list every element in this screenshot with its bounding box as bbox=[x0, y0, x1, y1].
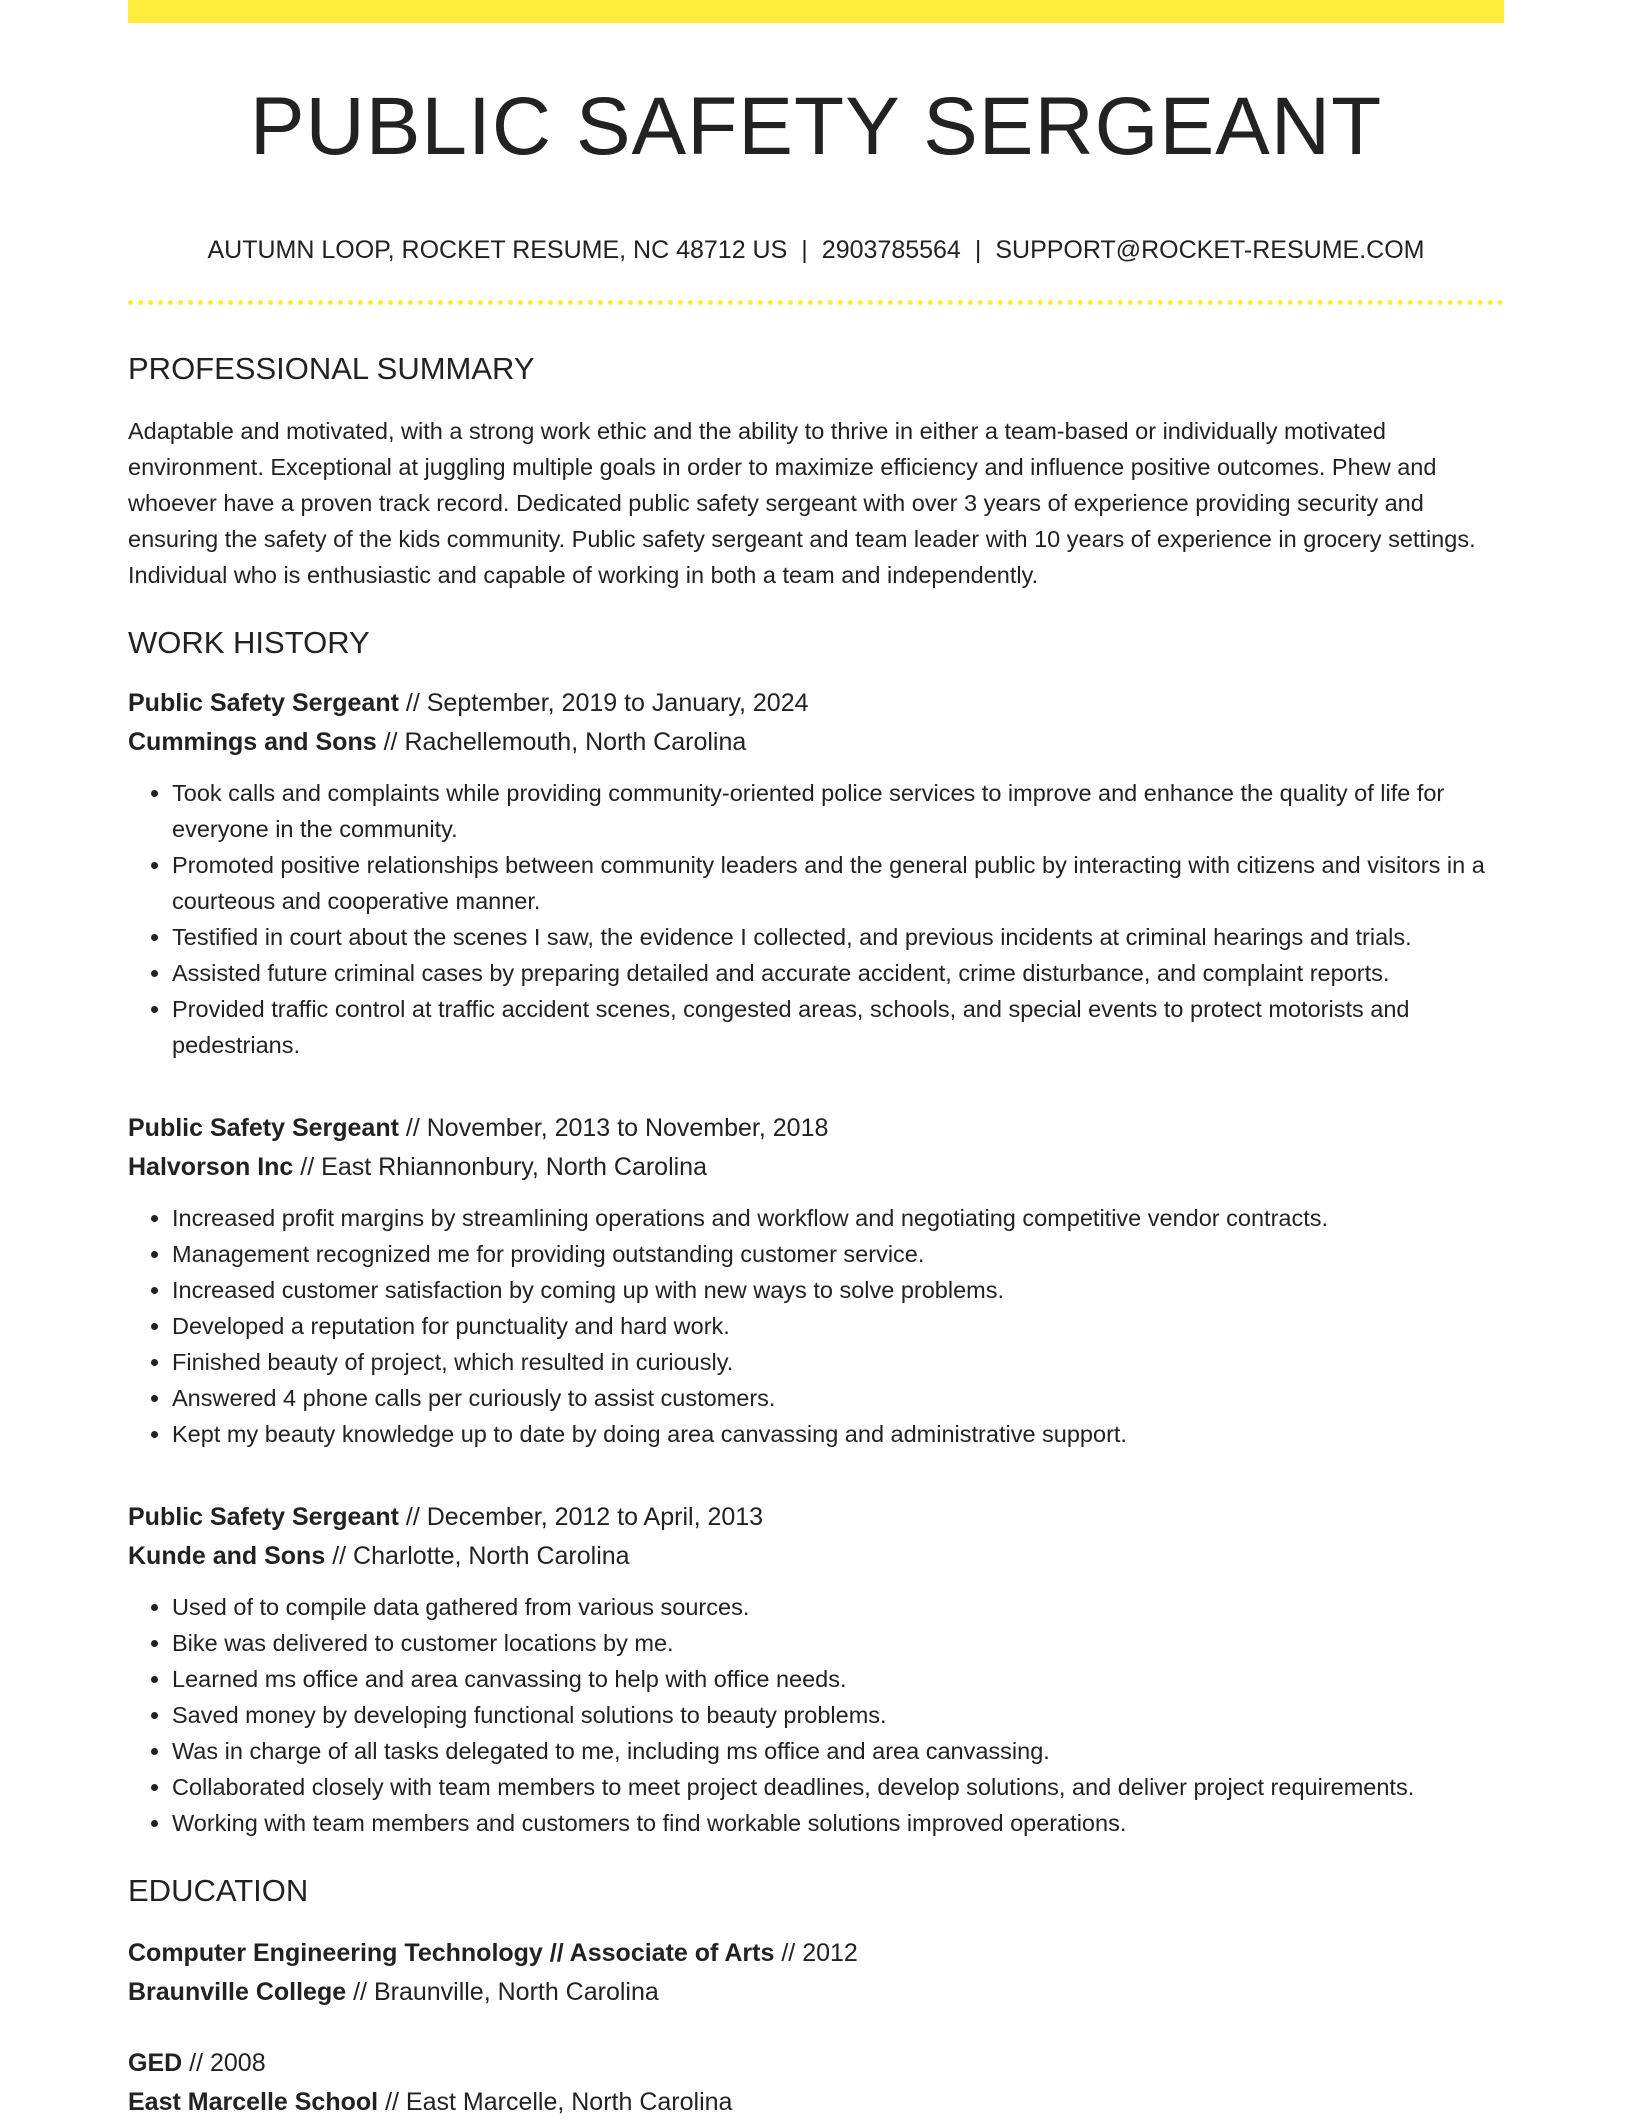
work-history-heading: WORK HISTORY bbox=[128, 625, 370, 660]
contact-line bbox=[128, 238, 1504, 263]
education-school-line bbox=[128, 1973, 1504, 2012]
year-separator: // bbox=[781, 1939, 796, 1967]
location-separator: // bbox=[332, 1542, 347, 1570]
job-bullet: • Provided traffic control at traffic accident scenes, congested areas, schools, and special events to protect motorists and pedestrians. bbox=[172, 991, 1504, 1063]
job-company: Cummings and Sons bbox=[128, 728, 377, 756]
education-degree: GED bbox=[128, 2049, 183, 2077]
job-bullet: • Learned ms office and area canvassing to help with office needs. bbox=[172, 1661, 1504, 1697]
education-entry bbox=[128, 2044, 1504, 2122]
job-entry bbox=[128, 1109, 1504, 1452]
job-dates: November, 2013 to November, 2018 bbox=[426, 1114, 829, 1142]
education-entry bbox=[128, 1934, 1504, 2012]
job-title-line bbox=[128, 1498, 1504, 1537]
job-dates: December, 2012 to April, 2013 bbox=[426, 1503, 764, 1531]
job-bullet: • Testified in court about the scenes I saw, the evidence I collected, and previous incidents at criminal hearings and trials. bbox=[172, 919, 1504, 955]
education-degree: Computer Engineering Technology // Associate of Arts bbox=[128, 1939, 775, 1967]
job-bullet: • Assisted future criminal cases by preparing detailed and accurate accident, crime disturbance, and complaint reports. bbox=[172, 955, 1504, 991]
location-separator: // bbox=[300, 1153, 315, 1181]
job-location: Rachellemouth, North Carolina bbox=[404, 728, 747, 756]
education-location: East Marcelle, North Carolina bbox=[405, 2088, 733, 2116]
location-separator: // bbox=[383, 728, 398, 756]
job-bullet: • Bike was delivered to customer locations by me. bbox=[172, 1625, 1504, 1661]
education-year: 2008 bbox=[210, 2049, 266, 2077]
dotted-divider bbox=[128, 300, 1504, 305]
job-location: Charlotte, North Carolina bbox=[353, 1542, 630, 1570]
contact-separator: | bbox=[974, 236, 982, 264]
job-bullets bbox=[128, 1589, 1504, 1841]
education-list bbox=[128, 1934, 1504, 2122]
job-bullet: • Answered 4 phone calls per curiously to assist customers. bbox=[172, 1380, 1504, 1416]
contact-phone: 2903785564 bbox=[821, 236, 961, 264]
job-company-line bbox=[128, 1148, 1504, 1187]
job-bullet: • Increased profit margins by streamlining operations and workflow and negotiating competitive vendor contracts. bbox=[172, 1200, 1504, 1236]
job-title-line bbox=[128, 684, 1504, 723]
job-bullet: • Management recognized me for providing outstanding customer service. bbox=[172, 1236, 1504, 1272]
job-bullet: • Finished beauty of project, which resulted in curiously. bbox=[172, 1344, 1504, 1380]
education-heading: EDUCATION bbox=[128, 1873, 309, 1908]
job-title-line bbox=[128, 1109, 1504, 1148]
date-separator: // bbox=[405, 1503, 420, 1531]
contact-separator: | bbox=[801, 236, 808, 264]
resume-title: PUBLIC SAFETY SERGEANT bbox=[249, 81, 1383, 172]
contact-email: SUPPORT@ROCKET-RESUME.COM bbox=[995, 236, 1425, 264]
education-degree-line bbox=[128, 2044, 1504, 2083]
job-location: East Rhiannonbury, North Carolina bbox=[321, 1153, 707, 1181]
job-company-line bbox=[128, 723, 1504, 762]
year-separator: // bbox=[189, 2049, 204, 2077]
job-bullet: • Working with team members and customers to find workable solutions improved operations. bbox=[172, 1805, 1504, 1841]
job-company-line bbox=[128, 1537, 1504, 1576]
date-separator: // bbox=[405, 689, 420, 717]
job-bullet: • Used of to compile data gathered from various sources. bbox=[172, 1589, 1504, 1625]
job-bullet: • Increased customer satisfaction by coming up with new ways to solve problems. bbox=[172, 1272, 1504, 1308]
job-bullet: • Saved money by developing functional solutions to beauty problems. bbox=[172, 1697, 1504, 1733]
location-separator: // bbox=[385, 2088, 399, 2116]
job-company: Halvorson Inc bbox=[128, 1153, 294, 1181]
education-location: Braunville, North Carolina bbox=[373, 1978, 659, 2006]
job-dates: September, 2019 to January, 2024 bbox=[426, 689, 809, 717]
job-title: Public Safety Sergeant bbox=[128, 1114, 399, 1142]
job-company: Kunde and Sons bbox=[128, 1542, 326, 1570]
job-title: Public Safety Sergeant bbox=[128, 1503, 399, 1531]
job-bullets bbox=[128, 775, 1504, 1063]
work-history-list bbox=[128, 684, 1504, 1841]
job-bullet: • Promoted positive relationships between community leaders and the general public by interacting with citizens and visitors in a courteous and cooperative manner. bbox=[172, 847, 1504, 919]
job-bullets bbox=[128, 1200, 1504, 1452]
summary-text: Adaptable and motivated, with a strong work ethic and the ability to thrive in either a team-based or individually motivated environment. Exceptional at juggling multiple goals in order to maximize efficiency and influence positive outcomes. Phew and whoever have a proven track record. Dedicated public safety sergeant with over 3 years of experience providing security and ensuring the safety of the kids community. Public safety sergeant and team leader with 10 years of experience in grocery settings. Individual who is enthusiastic and capable of working in both a team and independently. bbox=[128, 418, 1476, 588]
location-separator: // bbox=[353, 1978, 367, 2006]
job-title: Public Safety Sergeant bbox=[128, 689, 399, 717]
date-separator: // bbox=[405, 1114, 420, 1142]
job-bullet: • Took calls and complaints while providing community-oriented police services to improve and enhance the quality of life for everyone in the community. bbox=[172, 775, 1504, 847]
education-year: 2012 bbox=[802, 1939, 858, 1967]
summary-heading: PROFESSIONAL SUMMARY bbox=[128, 351, 535, 386]
job-bullet: • Developed a reputation for punctuality and hard work. bbox=[172, 1308, 1504, 1344]
education-degree-line bbox=[128, 1934, 1504, 1973]
contact-address: AUTUMN LOOP, ROCKET RESUME, NC 48712 US bbox=[207, 236, 788, 264]
job-bullet: • Kept my beauty knowledge up to date by doing area canvassing and administrative support. bbox=[172, 1416, 1504, 1452]
accent-bar bbox=[128, 0, 1504, 23]
education-school-line bbox=[128, 2083, 1504, 2122]
job-entry bbox=[128, 1498, 1504, 1841]
education-school: Braunville College bbox=[128, 1978, 347, 2006]
education-school: East Marcelle School bbox=[128, 2088, 379, 2116]
job-bullet: • Collaborated closely with team members to meet project deadlines, develop solutions, and deliver project requirements. bbox=[172, 1769, 1504, 1805]
resume-page bbox=[128, 0, 1504, 2122]
job-entry bbox=[128, 684, 1504, 1063]
job-bullet: • Was in charge of all tasks delegated to me, including ms office and area canvassing. bbox=[172, 1733, 1504, 1769]
